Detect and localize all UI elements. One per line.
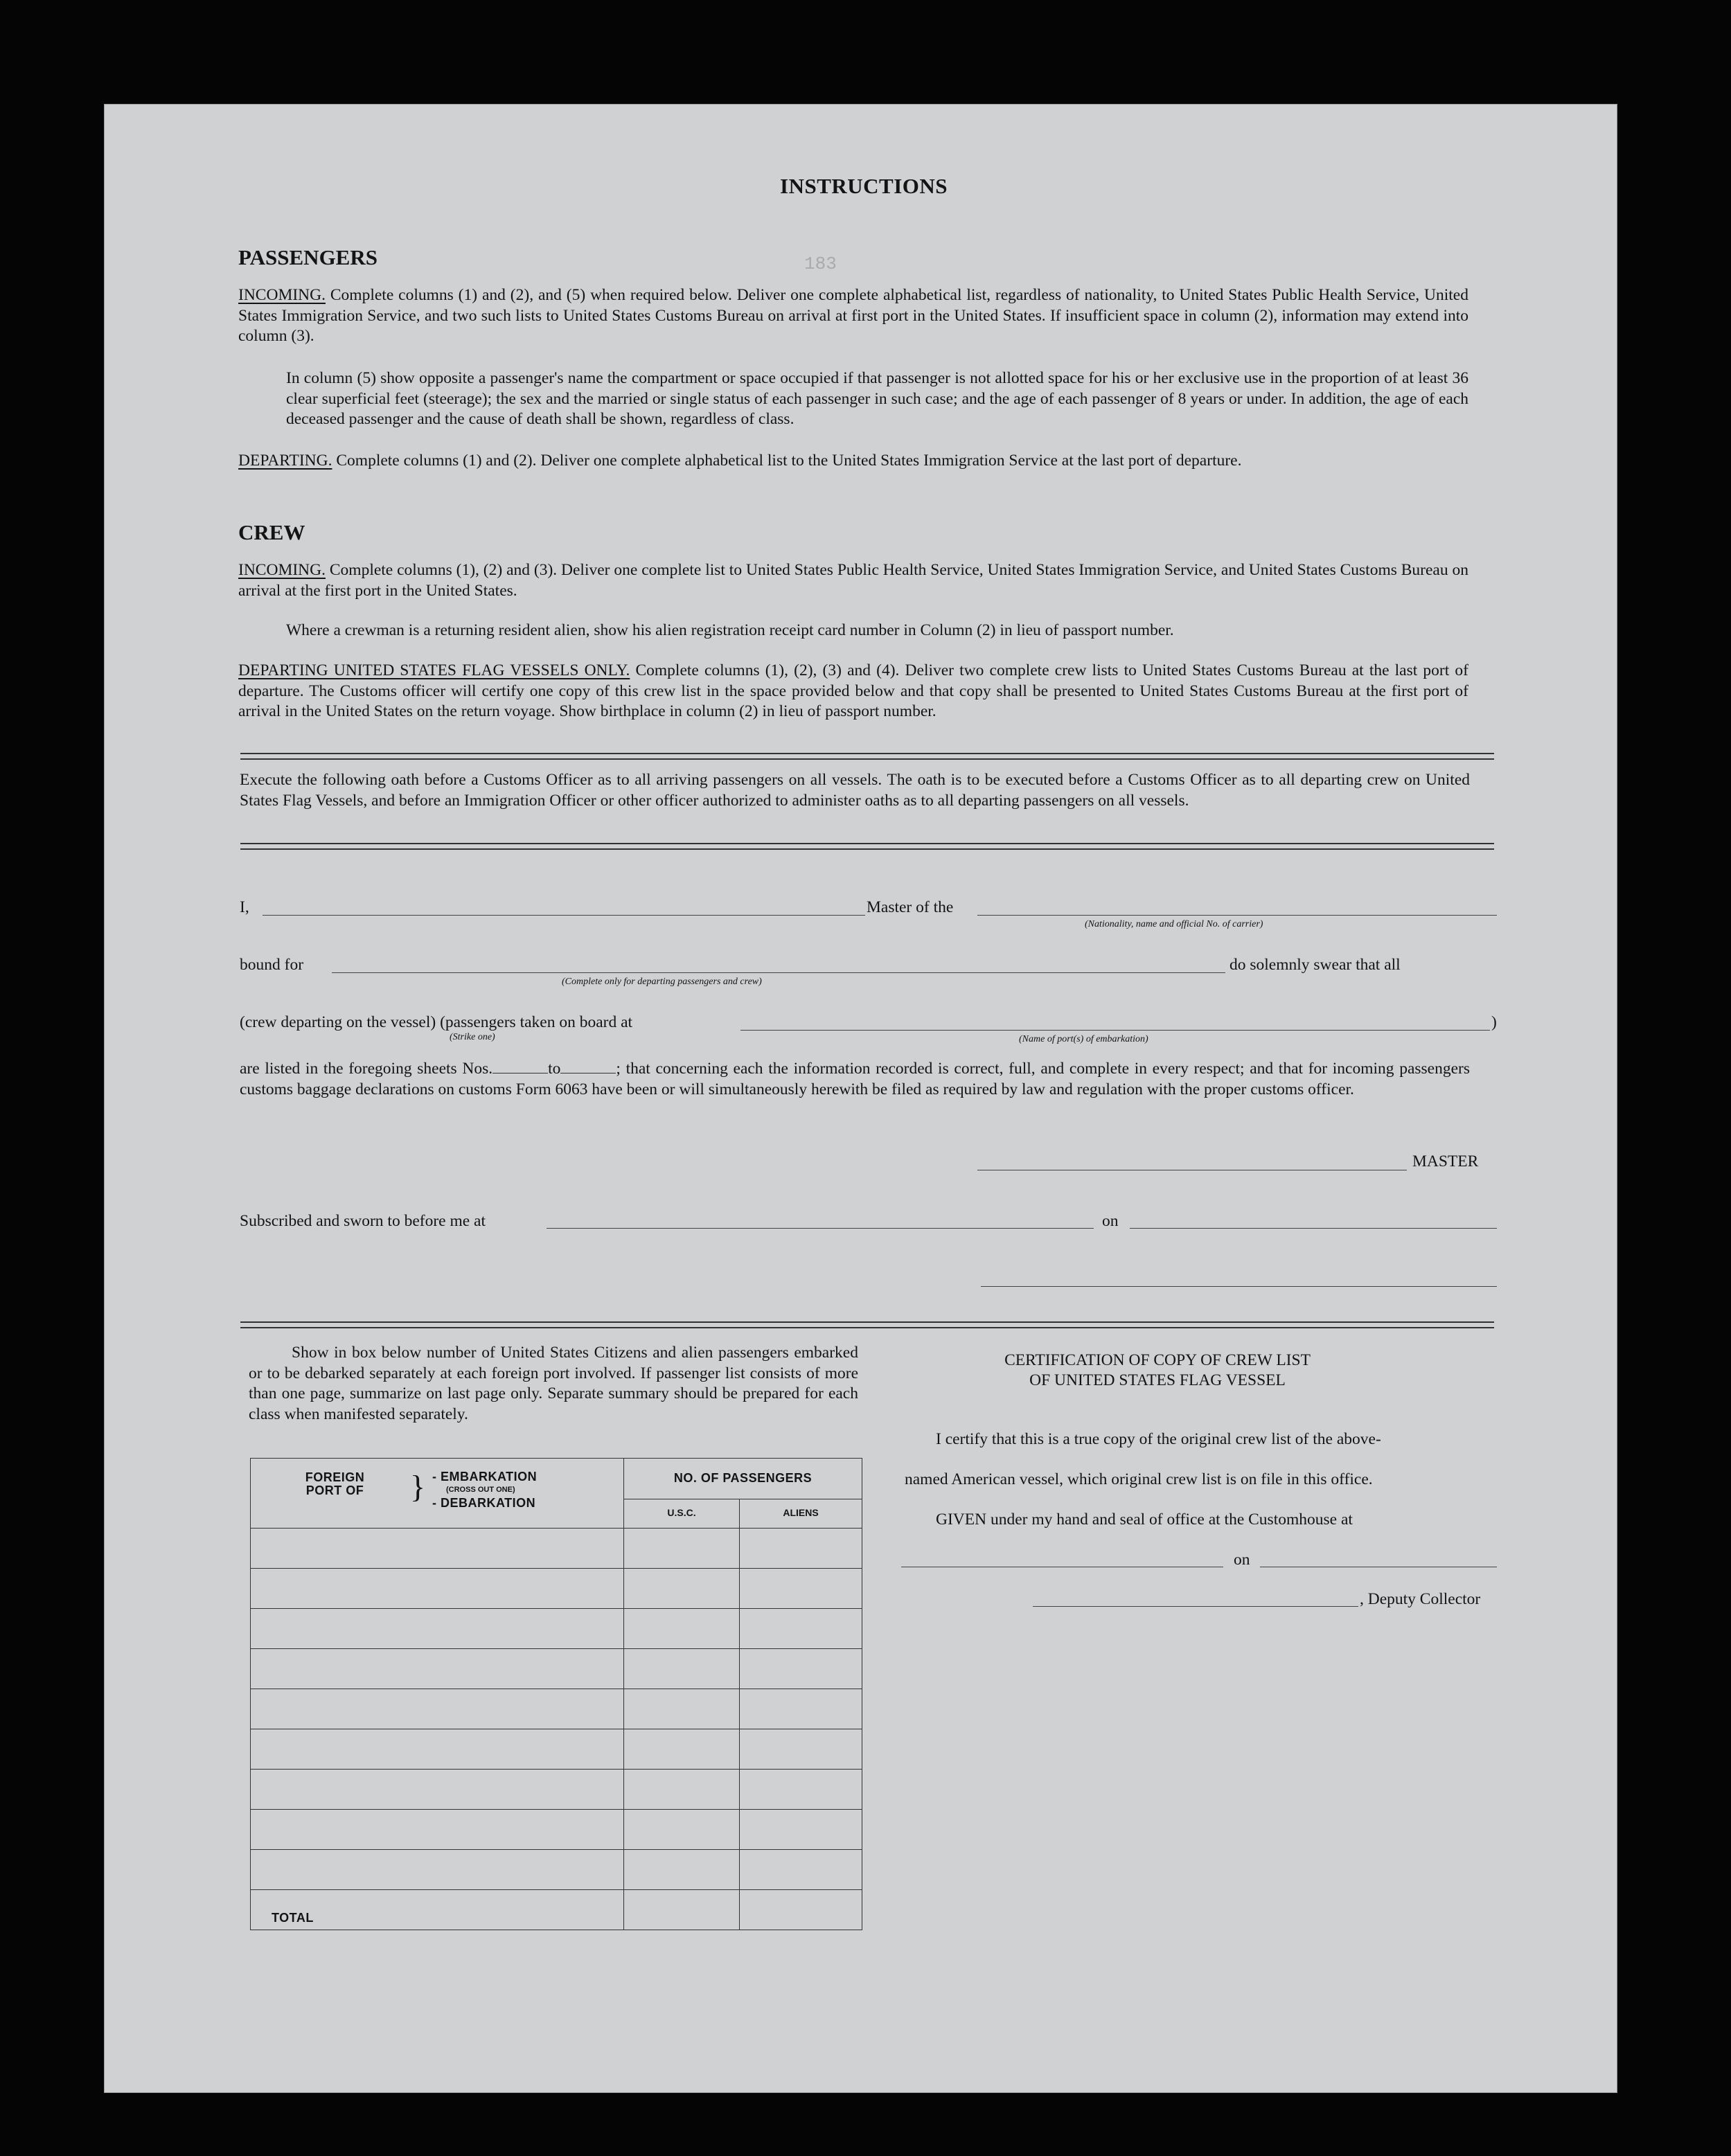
passengers-incoming-label: INCOMING. [238,286,326,304]
usc-cell[interactable] [624,1810,740,1850]
table-row [251,1810,862,1850]
port-cell[interactable] [251,1649,624,1689]
passengers-incoming-text: Complete columns (1) and (2), and (5) when required below. Deliver one complete alphabetical list, regardless of nationality, to United States Public Health Service, United States Immigration Service, and two such lists to United States Customs Bureau on arrival at first port in the United States. If insufficient space in column (2), information may extend into column (3). [238,286,1468,345]
port-cell[interactable] [251,1689,624,1729]
deputy-collector-label: , Deputy Collector [1360,1590,1481,1608]
sheet-to-field[interactable] [560,1058,616,1073]
bleed-through-text: 183 [804,253,837,274]
crew-incoming-label: INCOMING. [238,561,326,579]
foreign-port-of: FOREIGN PORT OF [305,1470,365,1497]
divider-rule [240,1327,1494,1328]
master-label: MASTER [1412,1152,1479,1170]
table-row [251,1850,862,1890]
table-row [251,1609,862,1649]
crew-departing-text: Complete columns (1), (2), (3) and (4). Deliver two complete crew lists to United States Customs Bureau at the last port of departure. The Customs officer will certify one copy of this crew list in the space provided below and that copy shall be presented to United States Customs Bureau at the first port of arrival in the United States on the return voyage. Show birthplace in column (2) in lieu of passport number. [238,661,1468,720]
divider-rule [240,1321,1494,1323]
subscribed-label: Subscribed and sworn to before me at [240,1212,486,1230]
sworn-place-field[interactable] [547,1228,1094,1229]
usc-cell[interactable] [624,1850,740,1890]
aliens-cell[interactable] [740,1569,862,1609]
embarkation-label: - EMBARKATION [432,1470,538,1484]
usc-cell[interactable] [624,1569,740,1609]
strike-one-note: (Strike one) [450,1032,495,1042]
passengers-departing [238,451,1468,472]
embarkation-port-field[interactable] [740,1030,1490,1031]
divider-rule [240,758,1494,760]
port-cell[interactable] [251,1569,624,1609]
sworn-date-field[interactable] [1130,1228,1497,1229]
passengers-departing-label: DEPARTING. [238,452,332,470]
given-text: GIVEN under my hand and seal of office at the Customhouse at [936,1511,1353,1529]
port-cell[interactable] [251,1609,624,1649]
port-cell[interactable] [251,1729,624,1770]
listed-paragraph [240,1058,1470,1100]
brace-icon: } [410,1469,426,1504]
port-cell[interactable] [251,1810,624,1850]
close-paren: ) [1491,1013,1497,1031]
table-row [251,1689,862,1729]
master-of-the-label: Master of the [867,898,954,916]
no-of-passengers: NO. OF PASSENGERS [673,1471,813,1486]
port-cell[interactable] [251,1770,624,1810]
port-cell[interactable] [251,1529,624,1569]
usc-header-cell [624,1499,740,1528]
certify-line-2: named American vessel, which original crew list is on file in this office. [905,1470,1373,1488]
passengers-column5: In column (5) show opposite a passenger's name the compartment or space occupied if that passenger is not allotted space for his or her exclusive use in the proportion of at least 36 clear superficial feet (steerage); the sex and the married or single status of each passenger in such case; and the age of each passenger of 8 years or under. In addition, the age of each deceased passenger and the cause of death shall be shown, regardless of class. [286,369,1468,428]
aliens-cell[interactable] [740,1529,862,1569]
total-label-cell [251,1890,624,1930]
listed-to: to [548,1060,561,1078]
passengers-header-cell [624,1459,862,1499]
crew-incoming-text: Complete columns (1), (2) and (3). Deliver one complete list to United States Public Health Service, United States Immigration Service, and United States Customs Bureau on arrival at the first port in the United States. [238,561,1468,600]
summary-instructions: Show in box below number of United States Citizens and alien passengers embarked or to be debarked separately at each foreign port involved. If passenger list consists of more than one page, summarize on last page only. Separate summary should be prepared for each class when manifested separately. [249,1344,858,1423]
bound-for-label: bound for [240,956,304,974]
usc-cell[interactable] [624,1609,740,1649]
aliens-cell[interactable] [740,1770,862,1810]
vessel-field[interactable] [977,915,1497,916]
page-title: INSTRUCTIONS [780,174,948,198]
oath-intro: Execute the following oath before a Customs Officer as to all arriving passengers on all vessels. The oath is to be executed before a Customs Officer as to all departing crew on United States Flag Vessels, and before an Immigration Officer or other officer authorized to administer oaths as to all departing passengers on all vessels. [240,771,1470,810]
port-header-cell [251,1459,624,1529]
aliens-header-cell [740,1499,862,1528]
sheet-from-field[interactable] [492,1058,548,1073]
table-row [251,1569,862,1609]
listed-pre: are listed in the foregoing sheets Nos. [240,1060,493,1078]
usc-cell[interactable] [624,1689,740,1729]
document-page [104,104,1617,2093]
aliens-total-cell[interactable] [740,1890,862,1930]
passengers-heading: PASSENGERS [238,245,378,269]
aliens-cell[interactable] [740,1729,862,1770]
crew-incoming [238,560,1468,601]
usc-cell[interactable] [624,1729,740,1770]
table-row [251,1649,862,1689]
table-row [251,1529,862,1569]
sworn-on-label: on [1102,1212,1119,1230]
usc-total-cell[interactable] [624,1890,740,1930]
certification-title-1: CERTIFICATION OF COPY OF CREW LIST [1004,1351,1311,1369]
nationality-note: (Nationality, name and official No. of carrier) [1085,919,1263,929]
cross-out-note: (CROSS OUT ONE) [446,1486,515,1494]
bound-for-field[interactable] [332,972,1225,973]
debarkation-label: - DEBARKATION [432,1496,536,1510]
aliens-cell[interactable] [740,1609,862,1649]
aliens-cell[interactable] [740,1649,862,1689]
deputy-signature-field[interactable] [1033,1606,1358,1607]
passengers-departing-text: Complete columns (1) and (2). Deliver one complete alphabetical list to the United States Immigration Service at the last port of departure. [332,452,1242,470]
usc-cell[interactable] [624,1770,740,1810]
port-note: (Name of port(s) of embarkation) [1019,1034,1148,1044]
crew-passengers-label: (crew departing on the vessel) (passengers taken on board at [240,1013,633,1031]
total-row [251,1890,862,1930]
officer-signature-field[interactable] [981,1286,1497,1287]
aliens-cell[interactable] [740,1689,862,1729]
passengers-incoming [238,285,1468,347]
port-cell[interactable] [251,1850,624,1890]
crew-departing [238,661,1468,722]
divider-rule [240,848,1494,850]
certification-title-2: OF UNITED STATES FLAG VESSEL [1029,1371,1286,1389]
crew-heading: CREW [238,520,305,544]
usc-label: U.S.C. [667,1507,696,1519]
table-row [251,1729,862,1770]
divider-rule [240,843,1494,844]
crew-departing-label: DEPARTING UNITED STATES FLAG VESSELS ONLY. [238,661,630,679]
crew-resident-alien: Where a crewman is a returning resident alien, show his alien registration receipt card number in Column (2) in lieu of passport number. [286,621,1174,639]
usc-cell[interactable] [624,1649,740,1689]
total-label: TOTAL [272,1911,314,1925]
passenger-summary-table [250,1458,862,1930]
aliens-cell[interactable] [740,1850,862,1890]
master-name-field[interactable] [263,915,865,916]
table-row [251,1770,862,1810]
aliens-label: ALIENS [783,1507,819,1519]
swear-text: do solemnly swear that all [1230,956,1401,974]
aliens-cell[interactable] [740,1810,862,1850]
certify-on-label: on [1234,1551,1250,1569]
departing-note: (Complete only for departing passengers and crew) [562,977,762,987]
usc-cell[interactable] [624,1529,740,1569]
oath-i-label: I, [240,898,249,916]
listed-rest: ; that concerning each the information recorded is correct, full, and complete in every respect; and that for incoming passengers customs baggage declarations on customs Form 6063 have been or will simultaneously herewith be filed as required by law and regulation with the proper customs officer. [240,1060,1470,1098]
divider-rule [240,753,1494,754]
certify-line-1: I certify that this is a true copy of the original crew list of the above- [936,1430,1381,1448]
